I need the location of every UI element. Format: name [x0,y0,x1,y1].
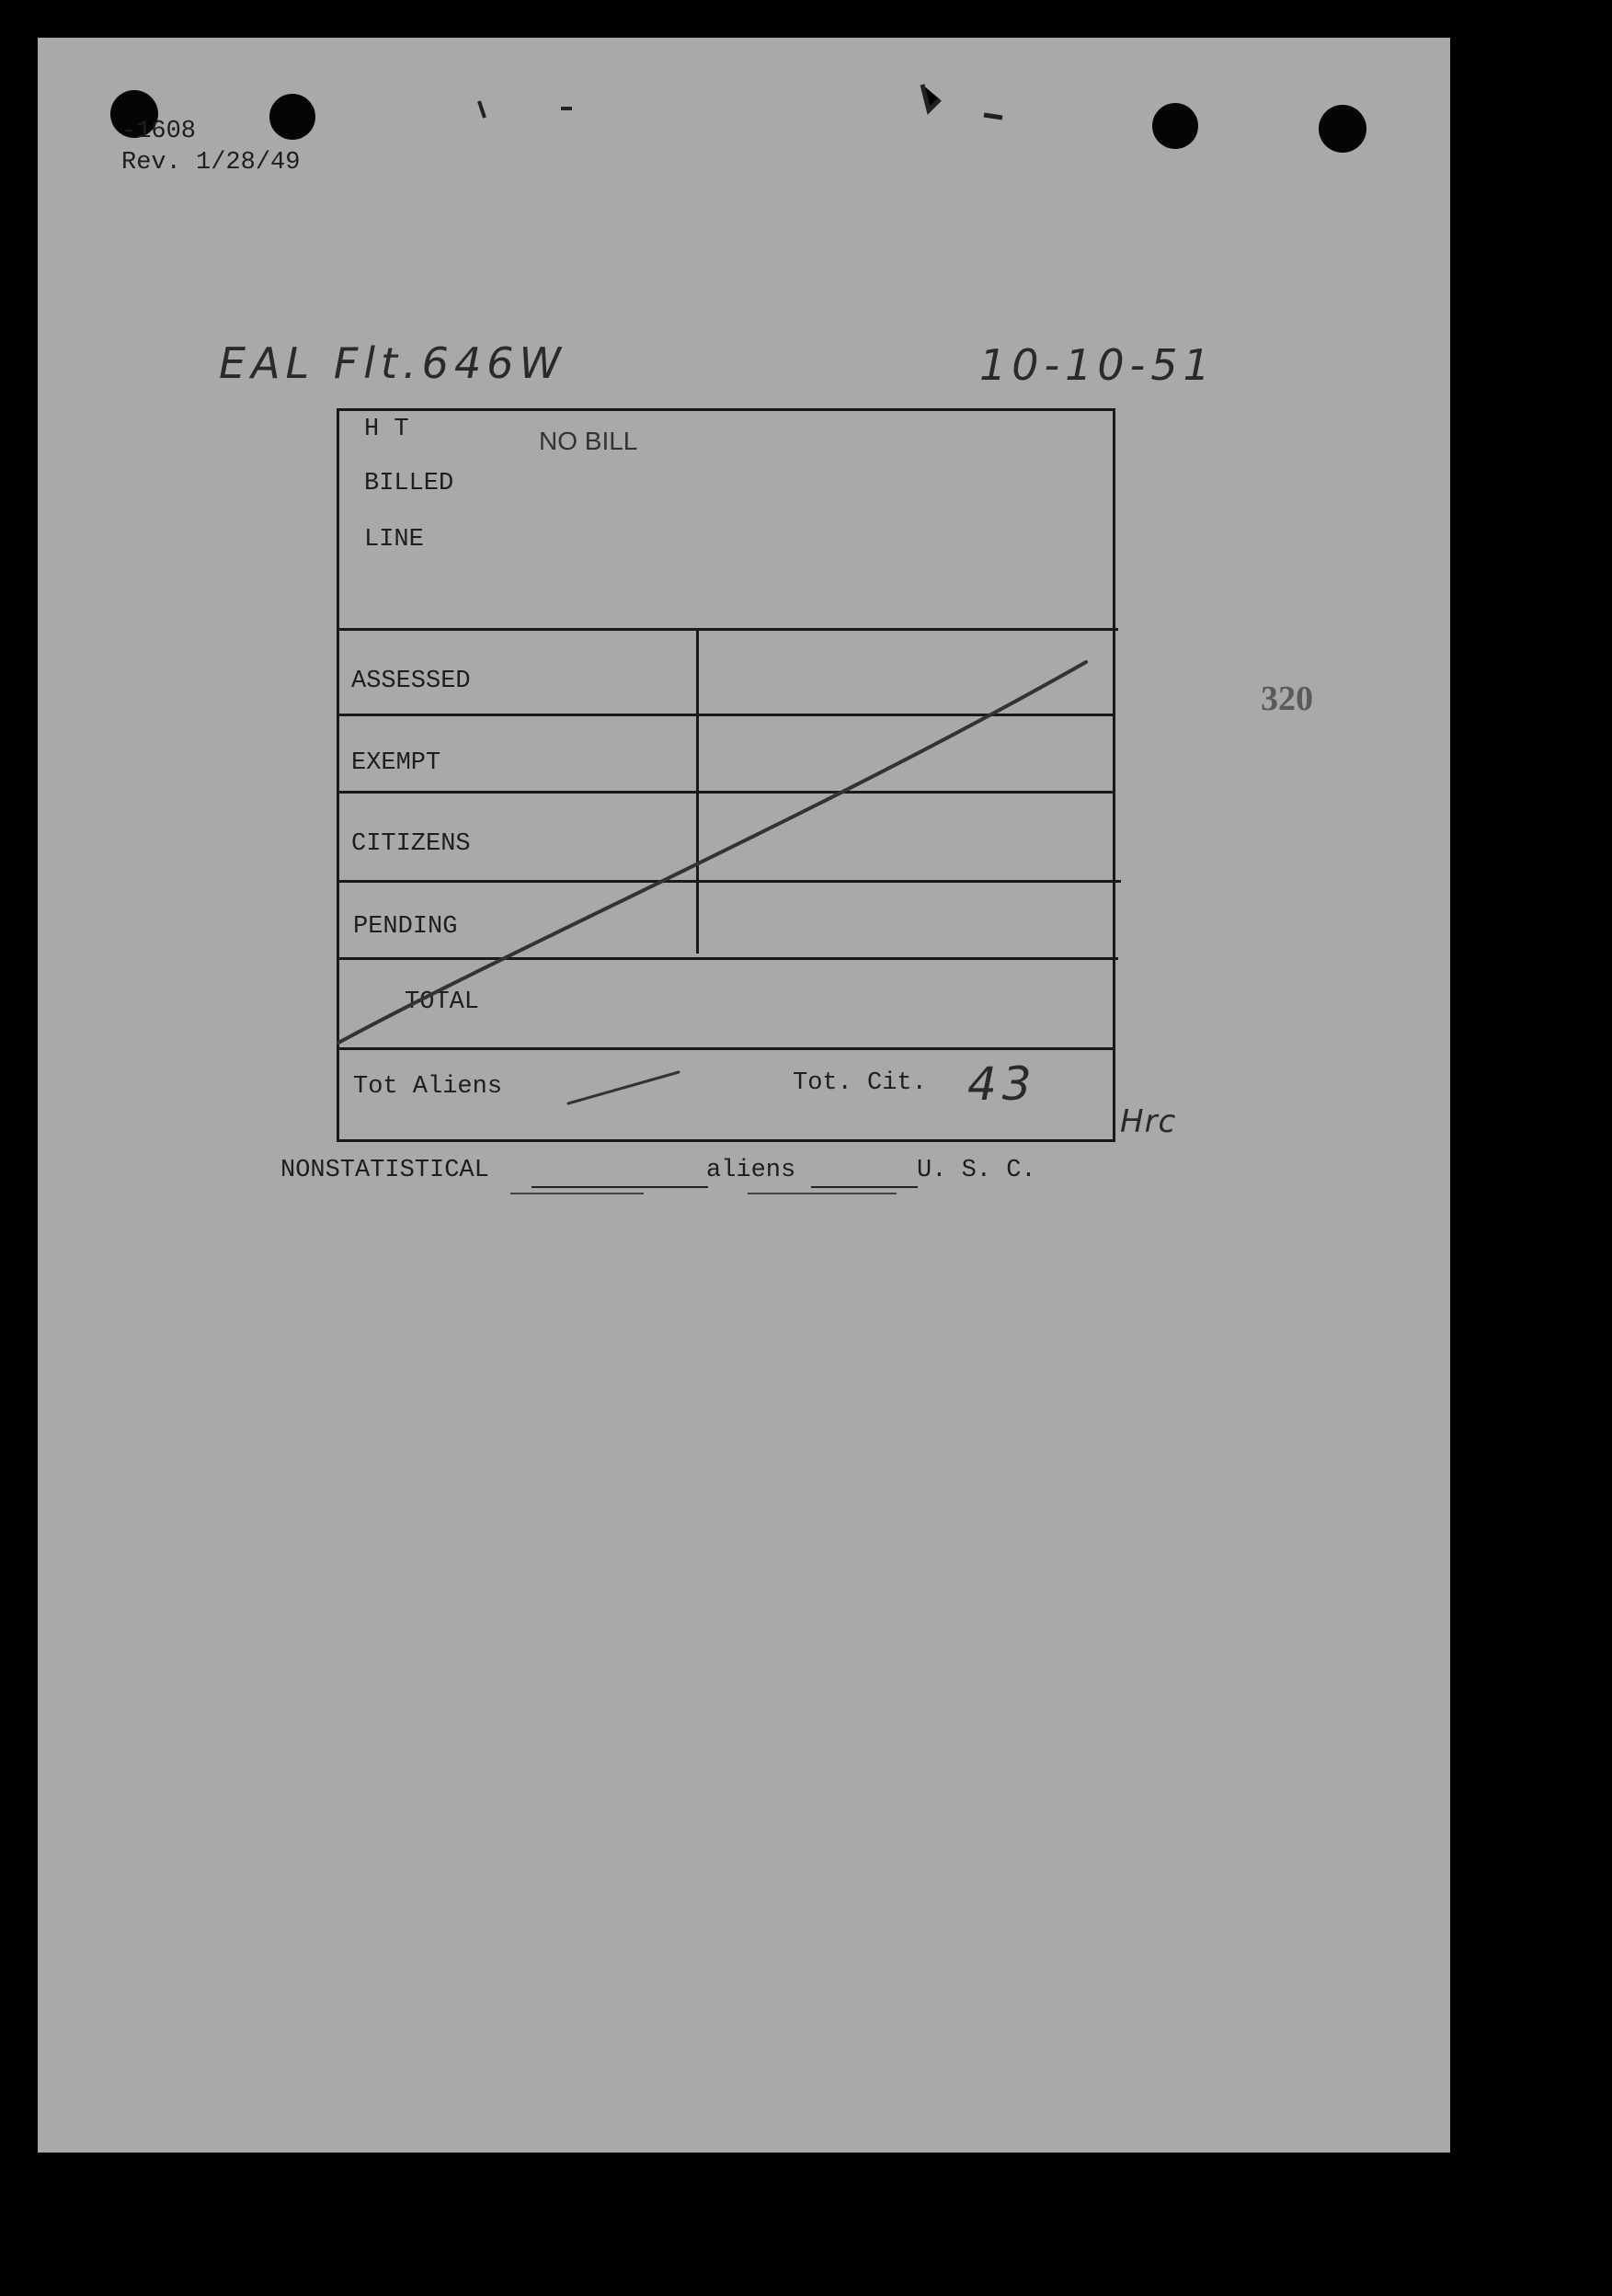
footer-nonstatistical: NONSTATISTICAL [280,1157,489,1184]
form-number: -1608 [121,118,197,145]
label-total: TOTAL [405,988,480,1016]
initials-handwritten: Hrc [1120,1103,1177,1140]
scratch-mark-1 [479,101,572,118]
no-bill-stamp: NO BILL [539,427,638,455]
diagonal-strike-line [338,662,1086,1043]
label-tot-aliens: Tot Aliens [353,1073,503,1101]
scratch-mark-2 [922,85,1002,118]
label-tot-cit: Tot. Cit. [793,1069,927,1097]
footer-nonstatistical-blank [532,1157,708,1188]
flight-number-handwritten: EAL Flt.646W [219,338,566,388]
label-citizens: CITIZENS [351,830,471,858]
page-stamp-number: 320 [1261,680,1313,718]
label-line: LINE [364,526,424,554]
label-pending: PENDING [353,913,458,941]
footer-aliens: aliens [706,1157,796,1184]
tot-cit-value-handwritten: 43 [967,1057,1037,1111]
tot-aliens-dash [568,1072,679,1103]
label-billed: BILLED [364,470,454,497]
footer-aliens-blank [811,1157,918,1188]
label-exempt: EXEMPT [351,749,441,777]
footer-usc: U. S. C. [917,1157,1036,1184]
date-handwritten: 10-10-51 [979,340,1216,390]
label-assessed: ASSESSED [351,668,471,695]
revision-date: Rev. 1/28/49 [121,149,301,177]
label-ht: H T [364,416,409,443]
